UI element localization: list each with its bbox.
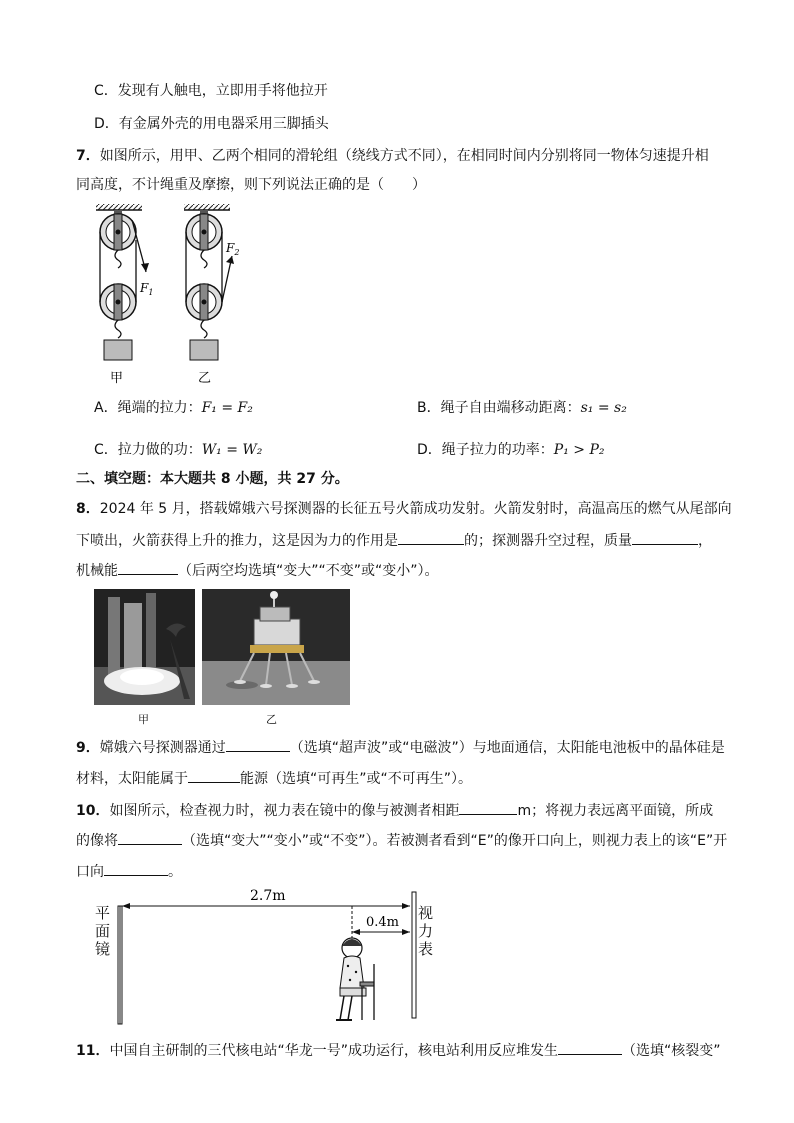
- q8-line-1: 8．2024 年 5 月，搭载嫦娥六号探测器的长征五号火箭成功发射。火箭发射时，高温高压的燃气从尾部向: [76, 501, 732, 517]
- q6-option-c: C．发现有人触电，立即用手将他拉开: [94, 83, 328, 99]
- q8-line-2: 下喷出，火箭获得上升的推力，这是因为力的作用是 的；探测器升空过程，质量 ，: [76, 529, 712, 551]
- rocket-launch-photo: [94, 589, 195, 705]
- distance-small-label: 0.4m: [366, 915, 400, 930]
- label-yi: 乙: [198, 371, 212, 386]
- q8-blank-1[interactable]: [398, 529, 464, 545]
- q7-line-2: 同高度，不计绳重及摩擦，则下列说法正确的是（ ）: [76, 177, 426, 193]
- seated-person: [336, 938, 374, 1020]
- q10-blank-1[interactable]: [459, 799, 517, 815]
- q7-text-1: 如图所示，用甲、乙两个相同的滑轮组（绕线方式不同），在相同时间内分别将同一物体匀速提升相: [99, 148, 709, 164]
- q9-line-1: 9．嫦娥六号探测器通过 （选填“超声波”或“电磁波”）与地面通信，太阳能电池板中的晶体硅是: [76, 736, 725, 758]
- q9-blank-2[interactable]: [188, 767, 240, 783]
- label-jia: 甲: [110, 371, 124, 386]
- q10-blank-3[interactable]: [104, 860, 168, 876]
- pulley-system-yi: [184, 204, 234, 360]
- distance-total-label: 2.7m: [250, 888, 286, 904]
- q7-option-d: D．绳子拉力的功率：P₁ > P₂: [417, 442, 605, 458]
- lunar-lander-photo: [202, 589, 350, 705]
- q7-option-c: C．拉力做的功：W₁ = W₂: [94, 442, 263, 458]
- photo-caption-yi: 乙: [266, 713, 277, 726]
- photo-caption-jia: 甲: [138, 713, 149, 726]
- q10-line-2: 的像将 （选填“变大”“变小”或“不变”）。若被测者看到“E”的像开口向上，则视力表上的该“E”开: [76, 829, 727, 851]
- f1-label: $F_1$: [140, 281, 154, 297]
- q7-option-b: B．绳子自由端移动距离：s₁ = s₂: [417, 400, 627, 416]
- vision-test-figure: [90, 884, 440, 1030]
- f2-label: $F_2$: [226, 241, 240, 257]
- q8-blank-2[interactable]: [632, 529, 698, 545]
- q7-option-a: A．绳端的拉力：F₁ = F₂: [94, 400, 253, 416]
- q8-blank-3[interactable]: [118, 559, 178, 575]
- q10-line-3: 口向 。: [76, 860, 182, 882]
- q9-blank-1[interactable]: [226, 736, 290, 752]
- q6-option-d: D．有金属外壳的用电器采用三脚插头: [94, 116, 329, 132]
- q10-line-1: 10．如图所示，检查视力时，视力表在镜中的像与被测者相距 m；将视力表远离平面镜，所成: [76, 799, 713, 821]
- q7-number: 7．: [76, 148, 100, 164]
- q11-blank-1[interactable]: [558, 1039, 622, 1055]
- section-2-title: 二、填空题：本大题共 8 小题，共 27 分。: [76, 471, 349, 487]
- mirror-label: 平 面 镜: [95, 904, 111, 958]
- q8-line-3: 机械能 （后两空均选填“变大”“不变”或“变小”）。: [76, 559, 439, 581]
- q11-line-1: 11．中国自主研制的三代核电站“华龙一号”成功运行，核电站利用反应堆发生 （选填“核裂变”: [76, 1039, 721, 1061]
- eye-chart-label: 视 力 表: [418, 904, 434, 958]
- q10-blank-2[interactable]: [118, 829, 182, 845]
- q9-line-2: 材料，太阳能属于 能源（选填“可再生”或“不可再生”）。: [76, 767, 472, 789]
- q7-line-1: [76, 146, 709, 166]
- pulley-figure: [88, 200, 268, 390]
